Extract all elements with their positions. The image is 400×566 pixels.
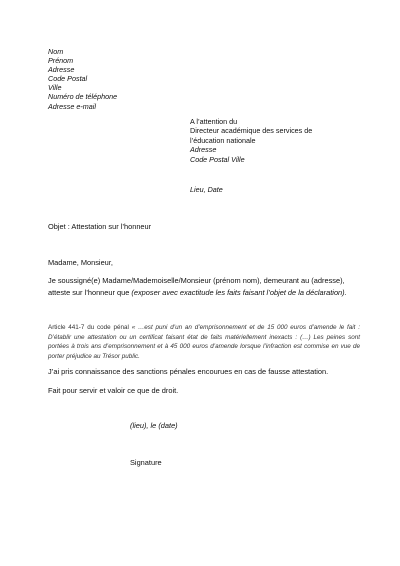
declaration-paragraph bbox=[48, 275, 358, 298]
recipient-title-cont: l’éducation nationale bbox=[190, 135, 256, 145]
salutation: Madame, Monsieur, bbox=[48, 258, 113, 267]
recipient-title: Directeur académique des services de bbox=[190, 126, 313, 136]
sender-address: Adresse bbox=[48, 65, 75, 75]
sender-phone: Numéro de téléphone bbox=[48, 92, 118, 102]
declaration-attest: atteste sur l’honneur que bbox=[48, 287, 132, 297]
signature-label: Signature bbox=[130, 458, 162, 467]
declaration-facts-placeholder: (exposer avec exactitude les faits faisant l’objet de la déclaration). bbox=[131, 287, 347, 297]
penal-code-citation bbox=[48, 323, 360, 361]
signature-place-date: (lieu), le (date) bbox=[130, 421, 178, 430]
declaration-line-1: Je soussigné(e) Madame/Mademoiselle/Monsieur (prénom nom), demeurant au (adresse), bbox=[48, 276, 345, 285]
recipient-postal-city: Code Postal Ville bbox=[190, 154, 245, 164]
sender-name: Nom bbox=[48, 47, 64, 56]
sender-firstname: Prénom bbox=[48, 56, 74, 66]
recipient-block bbox=[190, 117, 312, 164]
subject-line: Objet : Attestation sur l’honneur bbox=[48, 222, 152, 231]
recipient-attention: A l’attention du bbox=[190, 117, 238, 126]
closing-formula: Fait pour servir et valoir ce que de droit. bbox=[48, 386, 179, 395]
sender-postal-code: Code Postal bbox=[48, 74, 88, 84]
place-date: Lieu, Date bbox=[190, 185, 223, 194]
sender-block bbox=[48, 47, 117, 111]
declaration-line-2 bbox=[48, 287, 358, 299]
penal-code-article: Article 441-7 du code pénal bbox=[48, 324, 132, 331]
sanctions-acknowledgement: J’ai pris connaissance des sanctions pénales encourues en cas de fausse attestation. bbox=[48, 367, 329, 376]
sender-city: Ville bbox=[48, 83, 62, 93]
penal-code-quote: « …est puni d’un an d’emprisonnement et de 15 000 euros d’amende le fait : D’établir une attestation ou un certificat faisant état de faits matériellement inexacts : (…) Les peines sont portées à trois ans d’emprisonnement et à 45 000 euros d’amende lorsque l’infraction est commise en vue de porter préjudice au Trésor public. bbox=[48, 324, 360, 360]
sender-email: Adresse e-mail bbox=[48, 101, 96, 111]
recipient-address: Adresse bbox=[190, 145, 217, 155]
